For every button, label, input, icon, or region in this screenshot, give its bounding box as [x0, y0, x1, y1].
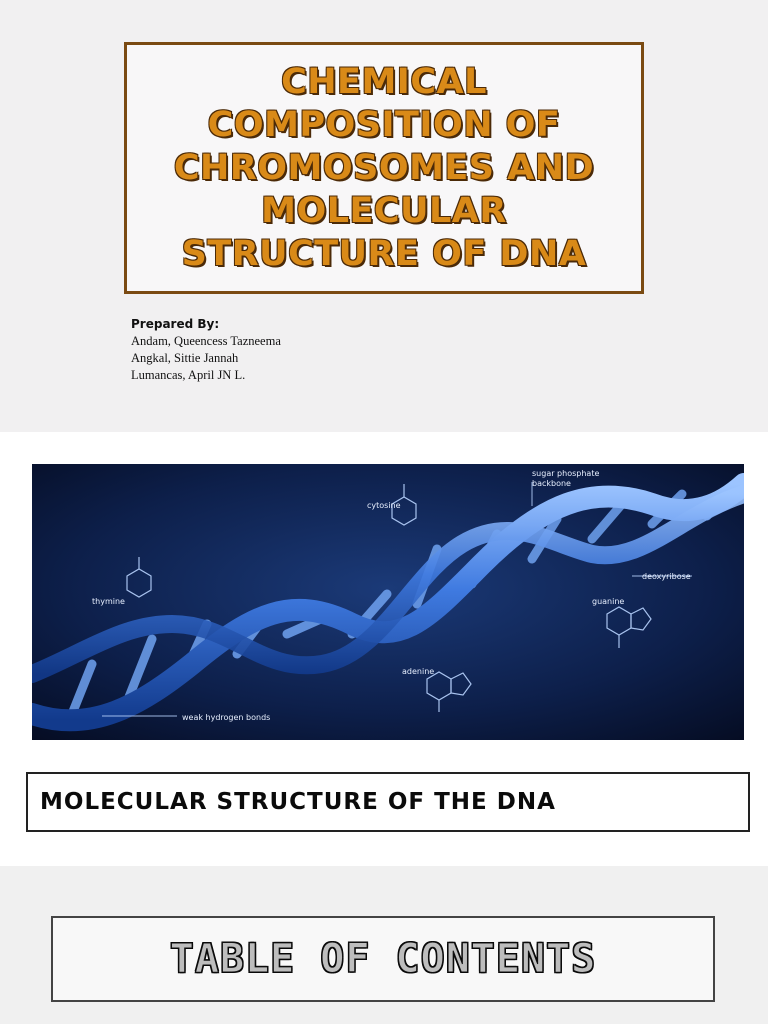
title-line: CHEMICAL	[281, 61, 487, 102]
slide-title	[174, 61, 594, 276]
slide-subtitle: MOLECULAR STRUCTURE OF THE DNA	[40, 789, 556, 815]
title-slide	[0, 0, 768, 432]
label-sugar-phosphate: sugar phosphate	[532, 469, 600, 478]
author-name: Lumancas, April JN L.	[131, 368, 246, 382]
toc-box	[51, 916, 715, 1002]
label-thymine: thymine	[92, 597, 125, 606]
title-line: CHROMOSOMES AND	[173, 147, 595, 188]
toc-slide	[0, 866, 768, 1024]
title-line: MOLECULAR	[261, 190, 507, 231]
prepared-by-block	[131, 317, 281, 384]
label-adenine: adenine	[402, 667, 435, 676]
label-cytosine: cytosine	[367, 501, 401, 510]
prepared-by-label: Prepared By:	[131, 317, 220, 331]
label-guanine: guanine	[592, 597, 625, 606]
title-box	[124, 42, 644, 294]
label-weak-hydrogen-bonds: weak hydrogen bonds	[182, 713, 271, 722]
dna-helix-image	[32, 464, 744, 740]
subtitle-box	[26, 772, 750, 832]
author-name: Angkal, Sittie Jannah	[131, 351, 239, 365]
dna-slide	[0, 432, 768, 866]
label-deoxyribose: deoxyribose	[642, 572, 691, 581]
title-line: COMPOSITION OF	[207, 104, 561, 145]
label-backbone: backbone	[532, 479, 571, 488]
author-name: Andam, Queencess Tazneema	[131, 334, 281, 348]
title-line: STRUCTURE OF DNA	[181, 233, 587, 274]
toc-heading: TABLE OF CONTENTS	[169, 936, 597, 982]
